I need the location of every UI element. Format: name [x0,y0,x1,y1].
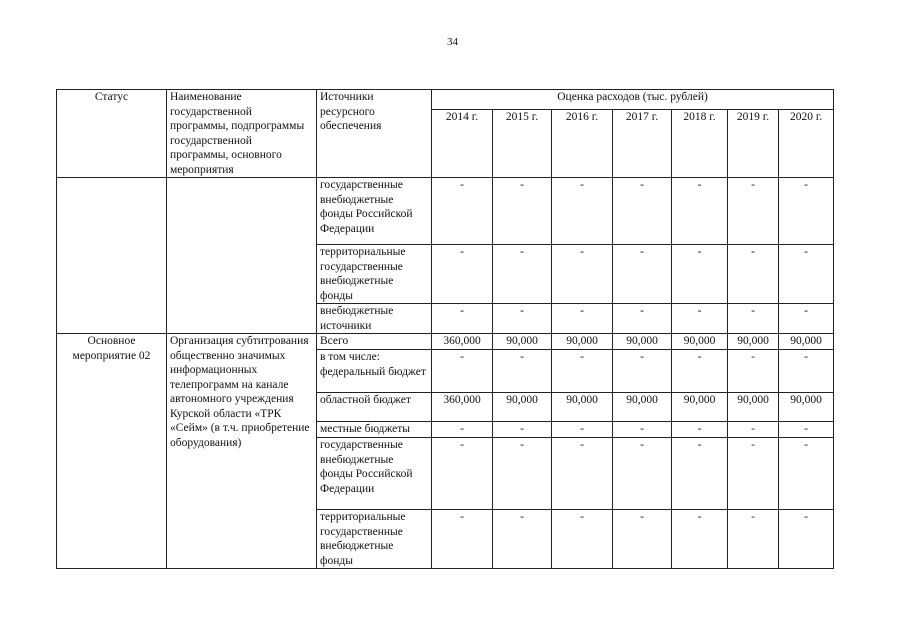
value-cell: 90,000 [779,334,834,350]
value-cell: 360,000 [432,334,493,350]
year-header: 2016 г. [552,110,613,178]
value-cell: - [552,245,613,304]
source-cell: территориальные государственные внебюджетные фонды [317,245,432,304]
value-cell: - [728,510,779,569]
value-cell: - [493,438,552,510]
table-row [57,178,834,245]
value-cell: - [779,438,834,510]
value-cell: - [552,510,613,569]
value-cell: - [672,438,728,510]
value-cell: 90,000 [728,393,779,422]
value-cell: - [779,422,834,438]
source-cell: Всего [317,334,432,350]
value-cell: - [552,422,613,438]
name-cell [167,178,317,334]
value-cell: - [552,438,613,510]
expenses-header: Оценка расходов (тыс. рублей) [432,90,834,110]
value-cell: - [779,350,834,393]
value-cell: 90,000 [552,334,613,350]
value-cell: - [552,350,613,393]
value-cell: - [779,245,834,304]
value-cell: - [493,304,552,334]
value-cell: 90,000 [552,393,613,422]
status-cell [57,178,167,334]
sources-header: Источники ресурсного обеспечения [317,90,432,178]
source-cell: местные бюджеты [317,422,432,438]
value-cell: - [613,510,672,569]
value-cell: - [613,422,672,438]
value-cell: - [672,245,728,304]
value-cell: - [432,438,493,510]
value-cell: - [728,178,779,245]
status-header: Статус [57,90,167,178]
value-cell: - [432,422,493,438]
value-cell: - [779,178,834,245]
value-cell: - [672,510,728,569]
source-cell: территориальные государственные внебюджетные фонды [317,510,432,569]
source-cell: государственные внебюджетные фонды Российской Федерации [317,438,432,510]
value-cell: 90,000 [672,393,728,422]
value-cell: - [613,438,672,510]
value-cell: 90,000 [672,334,728,350]
value-cell: - [613,350,672,393]
value-cell: - [493,422,552,438]
value-cell: - [432,304,493,334]
value-cell: - [432,245,493,304]
year-header: 2018 г. [672,110,728,178]
value-cell: 90,000 [613,393,672,422]
value-cell: - [728,422,779,438]
value-cell: - [493,510,552,569]
value-cell: 90,000 [493,393,552,422]
value-cell: - [552,178,613,245]
measure-status: Основное мероприятие 02 [57,334,167,569]
value-cell: 90,000 [779,393,834,422]
value-cell: - [672,178,728,245]
value-cell: - [779,510,834,569]
source-cell: государственные внебюджетные фонды Российской Федерации [317,178,432,245]
table-row [57,334,834,350]
year-header: 2020 г. [779,110,834,178]
value-cell: - [432,178,493,245]
source-cell: внебюджетные источники [317,304,432,334]
year-header: 2017 г. [613,110,672,178]
value-cell: - [613,304,672,334]
source-cell: областной бюджет [317,393,432,422]
measure-name: Организация субтитрования общественно значимых информационных телепрограмм на канале автономного учреждения Курской области «ТРК «Сейм» (в т.ч. приобретение оборудования) [167,334,317,569]
year-header: 2019 г. [728,110,779,178]
value-cell: 360,000 [432,393,493,422]
value-cell: - [493,245,552,304]
year-header: 2015 г. [493,110,552,178]
value-cell: - [493,350,552,393]
value-cell: - [728,304,779,334]
value-cell: - [728,245,779,304]
name-header: Наименование государственной программы, подпрограммы государственной программы, основного мероприятия [167,90,317,178]
value-cell: - [552,304,613,334]
header-row-top [57,90,834,110]
value-cell: - [672,350,728,393]
value-cell: - [432,510,493,569]
value-cell: - [432,350,493,393]
value-cell: - [613,245,672,304]
page-number: 34 [447,36,458,48]
value-cell: - [728,350,779,393]
value-cell: - [672,304,728,334]
source-cell: в том числе: федеральный бюджет [317,350,432,393]
budget-table [56,89,834,569]
value-cell: - [672,422,728,438]
value-cell: 90,000 [728,334,779,350]
value-cell: 90,000 [613,334,672,350]
value-cell: - [779,304,834,334]
value-cell: - [613,178,672,245]
year-header: 2014 г. [432,110,493,178]
value-cell: 90,000 [493,334,552,350]
value-cell: - [728,438,779,510]
value-cell: - [493,178,552,245]
